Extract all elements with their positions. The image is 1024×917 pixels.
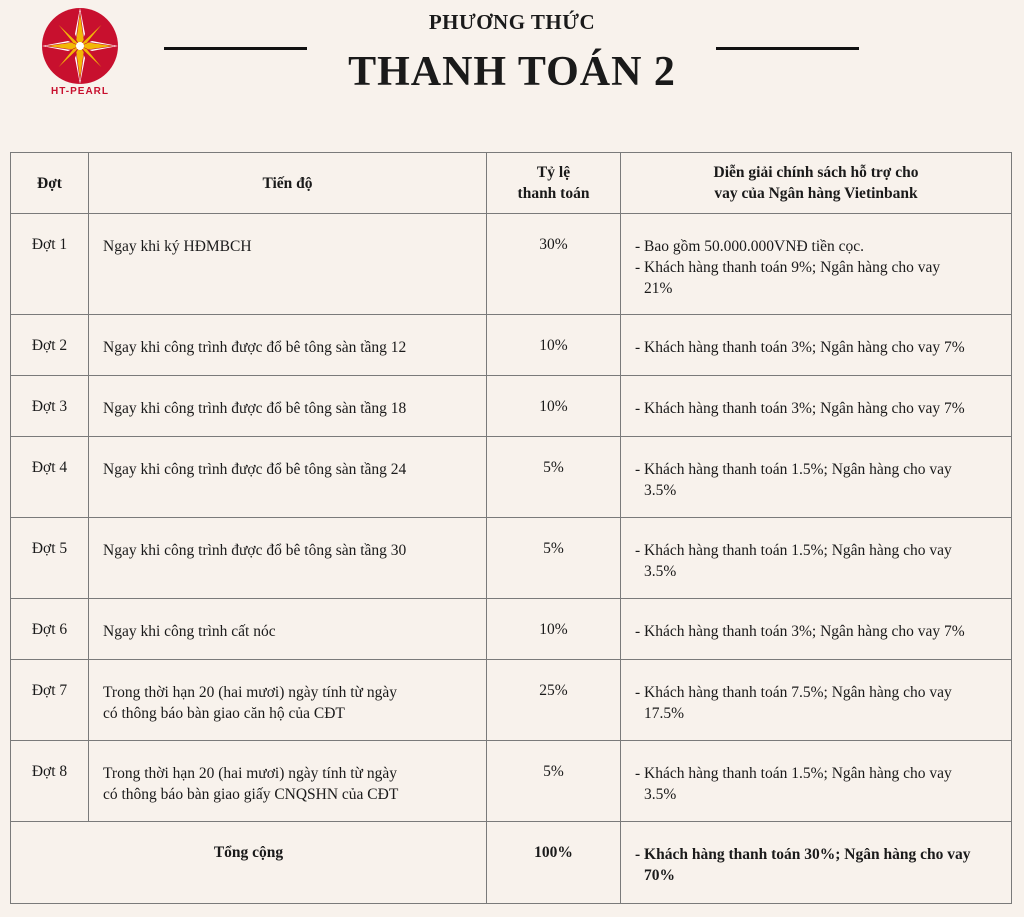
table-row: [11, 518, 1012, 599]
total-desc-line: - Khách hàng thanh toán 30%; Ngân hàng cho vay: [635, 846, 971, 863]
cell-rate: 25%: [487, 660, 621, 741]
progress-line: Trong thời hạn 20 (hai mươi) ngày tính từ ngày: [103, 765, 397, 782]
header-rate: [487, 153, 621, 214]
cell-dot: Đợt 1: [11, 214, 89, 315]
cell-progress: [89, 437, 487, 518]
cell-progress: [89, 518, 487, 599]
progress-line: có thông báo bàn giao căn hộ của CĐT: [103, 705, 345, 722]
progress-line: Trong thời hạn 20 (hai mươi) ngày tính từ ngày: [103, 684, 397, 701]
total-label: Tổng cộng: [11, 822, 487, 904]
table-row: [11, 599, 1012, 660]
cell-dot: Đợt 8: [11, 741, 89, 822]
header-progress: Tiến độ: [89, 153, 487, 214]
description-line: - Khách hàng thanh toán 1.5%; Ngân hàng cho vay: [635, 461, 952, 478]
header-desc-line: vay của Ngân hàng Vietinbank: [714, 185, 918, 202]
cell-dot: Đợt 7: [11, 660, 89, 741]
cell-description: [621, 315, 1012, 376]
progress-line: Ngay khi ký HĐMBCH: [103, 238, 252, 255]
description-line: - Khách hàng thanh toán 3%; Ngân hàng cho vay 7%: [635, 623, 965, 640]
table-row: [11, 660, 1012, 741]
progress-line: có thông báo bàn giao giấy CNQSHN của CĐT: [103, 786, 399, 803]
header-rate-line: thanh toán: [517, 185, 590, 202]
cell-dot: Đợt 4: [11, 437, 89, 518]
table-header-row: [11, 153, 1012, 214]
cell-description: [621, 518, 1012, 599]
cell-description: [621, 437, 1012, 518]
progress-line: Ngay khi công trình được đổ bê tông sàn tầng 18: [103, 400, 407, 417]
description-line: 21%: [644, 280, 673, 297]
page-title: THANH TOÁN 2: [348, 49, 676, 95]
header-desc-line: Diễn giải chính sách hỗ trợ cho: [713, 164, 919, 181]
description-line: 17.5%: [644, 705, 685, 722]
cell-description: [621, 214, 1012, 315]
total-row: [11, 822, 1012, 904]
table-row: [11, 741, 1012, 822]
table-row: [11, 214, 1012, 315]
description-line: 3.5%: [644, 563, 677, 580]
cell-description: [621, 660, 1012, 741]
logo-text: HT-PEARL: [51, 86, 109, 97]
cell-dot: Đợt 3: [11, 376, 89, 437]
table-row: [11, 437, 1012, 518]
progress-line: Ngay khi công trình được đổ bê tông sàn tầng 12: [103, 339, 407, 356]
cell-progress: [89, 376, 487, 437]
payment-schedule-table: [10, 152, 1012, 904]
total-rate: 100%: [487, 822, 621, 904]
cell-rate: 30%: [487, 214, 621, 315]
cell-rate: 5%: [487, 741, 621, 822]
description-line: - Khách hàng thanh toán 1.5%; Ngân hàng cho vay: [635, 542, 952, 559]
cell-rate: 5%: [487, 518, 621, 599]
header-rate-line: Tỷ lệ: [536, 164, 571, 181]
total-description: [621, 822, 1012, 904]
description-line: - Khách hàng thanh toán 9%; Ngân hàng cho vay: [635, 259, 941, 276]
cell-description: [621, 599, 1012, 660]
cell-progress: [89, 214, 487, 315]
total-desc-line: 70%: [644, 867, 675, 884]
description-line: - Khách hàng thanh toán 3%; Ngân hàng cho vay 7%: [635, 339, 965, 356]
description-line: - Khách hàng thanh toán 3%; Ngân hàng cho vay 7%: [635, 400, 965, 417]
cell-dot: Đợt 2: [11, 315, 89, 376]
description-line: - Khách hàng thanh toán 7.5%; Ngân hàng cho vay: [635, 684, 952, 701]
cell-description: [621, 376, 1012, 437]
cell-progress: [89, 599, 487, 660]
cell-dot: Đợt 5: [11, 518, 89, 599]
cell-rate: 5%: [487, 437, 621, 518]
cell-dot: Đợt 6: [11, 599, 89, 660]
header-dot: Đợt: [11, 153, 89, 214]
cell-rate: 10%: [487, 315, 621, 376]
cell-progress: [89, 741, 487, 822]
cell-progress: [89, 315, 487, 376]
description-line: - Bao gồm 50.000.000VNĐ tiền cọc.: [635, 238, 865, 255]
cell-rate: 10%: [487, 376, 621, 437]
description-line: 3.5%: [644, 786, 677, 803]
table-row: [11, 376, 1012, 437]
header-description: [621, 153, 1012, 214]
progress-line: Ngay khi công trình cất nóc: [103, 623, 276, 640]
description-line: - Khách hàng thanh toán 1.5%; Ngân hàng cho vay: [635, 765, 952, 782]
table-row: [11, 315, 1012, 376]
cell-rate: 10%: [487, 599, 621, 660]
progress-line: Ngay khi công trình được đổ bê tông sàn tầng 24: [103, 461, 407, 478]
page-subtitle: PHƯƠNG THỨC: [428, 10, 596, 34]
progress-line: Ngay khi công trình được đổ bê tông sàn tầng 30: [103, 542, 407, 559]
cell-progress: [89, 660, 487, 741]
cell-description: [621, 741, 1012, 822]
description-line: 3.5%: [644, 482, 677, 499]
